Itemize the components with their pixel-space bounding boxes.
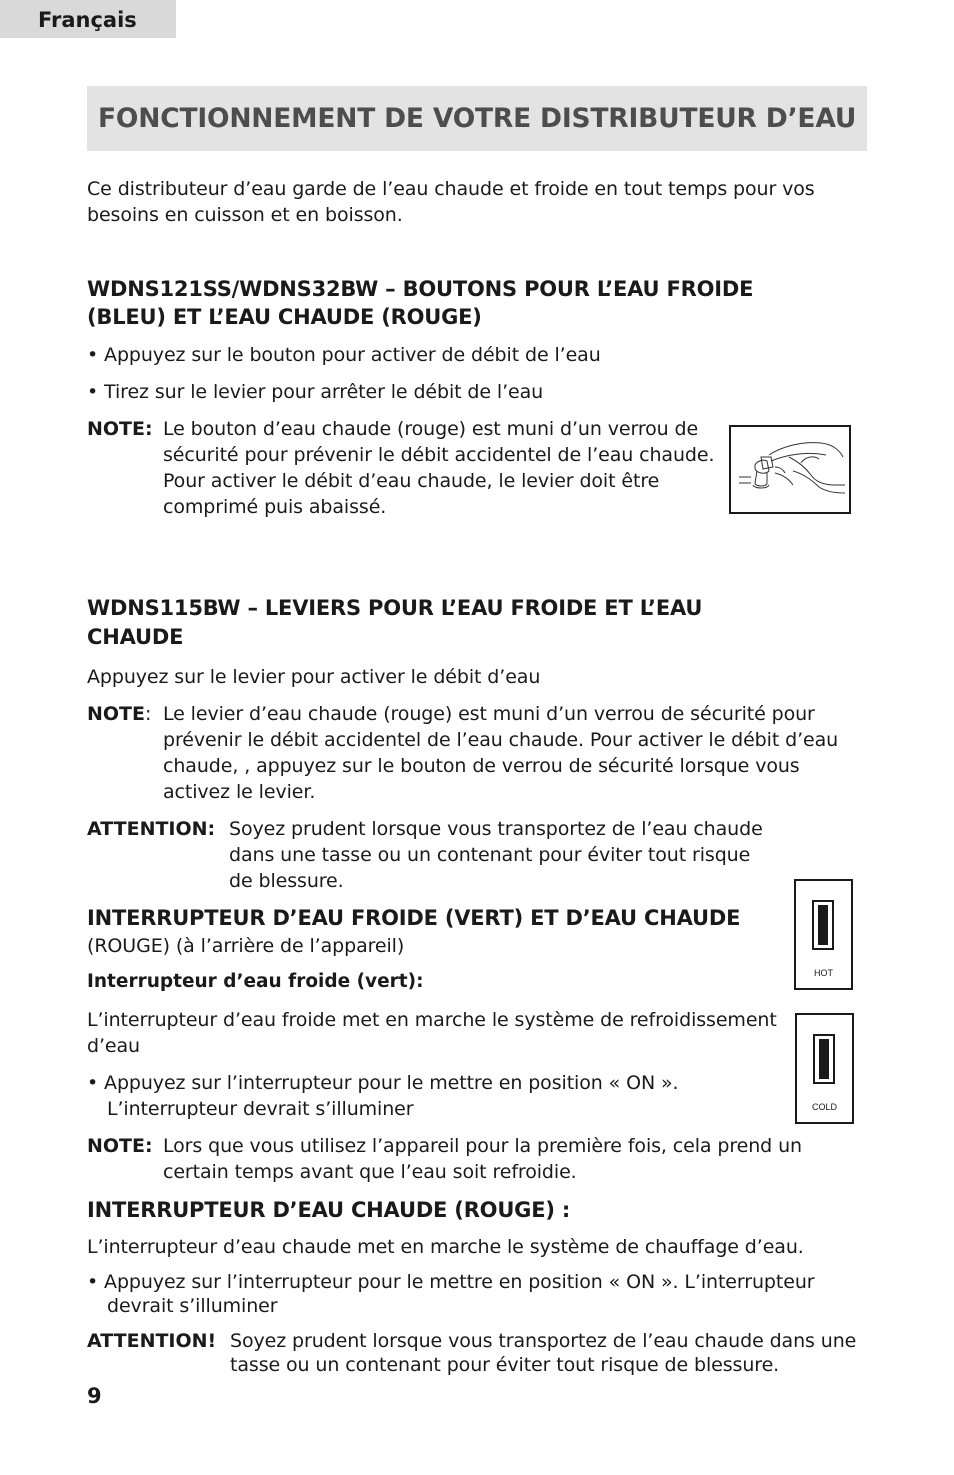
language-tab: Français	[0, 0, 176, 38]
section3-subheading: (ROUGE) (à l’arrière de l’appareil)	[87, 935, 405, 957]
cold-switch-bullet-1: • Appuyez sur l’interrupteur pour le mettre en position « ON ».	[87, 1072, 679, 1094]
cold-switch-bullet-2: L’interrupteur devrait s’illuminer	[107, 1098, 414, 1120]
section4-attention-label: ATTENTION!	[87, 1330, 217, 1352]
page-number: 9	[87, 1384, 102, 1408]
section1-heading-2: (BLEU) ET L’EAU CHAUDE (ROUGE)	[87, 305, 482, 329]
cold-switch-body-1: L’interrupteur d’eau froide met en marche le système de refroidissement	[87, 1009, 777, 1031]
section2-attention-line-2: dans une tasse ou un contenant pour éviter tout risque	[229, 844, 751, 866]
section1-bullet-1: • Appuyez sur le bouton pour activer de débit de l’eau	[87, 344, 601, 366]
section1-note-line-1: Le bouton d’eau chaude (rouge) est muni d’un verrou de	[163, 418, 699, 440]
hand-pressing-button-icon	[731, 427, 849, 512]
section1-note-label: NOTE:	[87, 418, 153, 440]
section2-attention-label: ATTENTION:	[87, 818, 216, 840]
section4-attention-line-1: Soyez prudent lorsque vous transportez de l’eau chaude dans une	[230, 1330, 857, 1352]
section2-attention-line-3: de blessure.	[229, 870, 344, 892]
section3-note-label: NOTE:	[87, 1135, 153, 1157]
section3-note-line-2: certain temps avant que l’eau soit refroidie.	[163, 1161, 577, 1183]
section2-note-label	[87, 701, 151, 727]
section1-bullet-2: • Tirez sur le levier pour arrêter le débit de l’eau	[87, 381, 544, 403]
section4-bullet-2: devrait s’illuminer	[107, 1295, 278, 1317]
section2-note-line-2: prévenir le débit accidentel de l’eau chaude. Pour activer le débit d’eau	[163, 729, 839, 751]
hot-switch-caption: HOT	[814, 968, 833, 978]
section2-note-line-4: activez le levier.	[163, 781, 316, 803]
cold-switch-body-2: d’eau	[87, 1035, 140, 1057]
section2-heading-1: WDNS115BW – LEVIERS POUR L’EAU FROIDE ET L’EAU	[87, 596, 703, 620]
section2-note-line-3: chaude, , appuyez sur le bouton de verrou de sécurité lorsque vous	[163, 755, 800, 777]
section2-note-line-1: Le levier d’eau chaude (rouge) est muni d’un verrou de sécurité pour	[163, 703, 815, 725]
section4-bullet-1: • Appuyez sur l’interrupteur pour le mettre en position « ON ». L’interrupteur	[87, 1271, 815, 1293]
section3-note-line-1: Lors que vous utilisez l’appareil pour la première fois, cela prend un	[163, 1135, 802, 1157]
hot-rocker-switch-icon	[812, 900, 834, 950]
page-title-bar	[87, 86, 867, 151]
section4-attention-line-2: tasse ou un contenant pour éviter tout risque de blessure.	[230, 1354, 780, 1376]
section1-note-line-4: comprimé puis abaissé.	[163, 496, 387, 518]
section4-body: L’interrupteur d’eau chaude met en marche le système de chauffage d’eau.	[87, 1236, 804, 1258]
section2-attention-line-1: Soyez prudent lorsque vous transportez de l’eau chaude	[229, 818, 763, 840]
section2-note-colon: :	[145, 703, 152, 725]
section3-heading: INTERRUPTEUR D’EAU FROIDE (VERT) ET D’EAU CHAUDE	[87, 906, 741, 930]
page-title: FONCTIONNEMENT DE VOTRE DISTRIBUTEUR D’EAU	[98, 103, 857, 134]
cold-switch-heading: Interrupteur d’eau froide (vert):	[87, 971, 424, 992]
section1-note-line-2: sécurité pour prévenir le débit accidentel de l’eau chaude.	[163, 444, 715, 466]
intro-line-1: Ce distributeur d’eau garde de l’eau chaude et froide en tout temps pour vos	[87, 178, 815, 200]
button-press-illustration	[729, 425, 851, 514]
hot-switch-illustration	[794, 879, 853, 990]
cold-switch-caption: COLD	[811, 1102, 837, 1112]
section2-note-label-text: NOTE	[87, 703, 145, 725]
section1-note-line-3: Pour activer le débit d’eau chaude, le levier doit être	[163, 470, 660, 492]
section4-heading: INTERRUPTEUR D’EAU CHAUDE (ROUGE) :	[87, 1198, 571, 1222]
cold-rocker-switch-icon	[813, 1034, 835, 1084]
section2-heading-2: CHAUDE	[87, 625, 184, 649]
section2-body: Appuyez sur le levier pour activer le débit d’eau	[87, 666, 541, 688]
section1-heading-1: WDNS121SS/WDNS32BW – BOUTONS POUR L’EAU FROIDE	[87, 277, 754, 301]
intro-line-2: besoins en cuisson et en boisson.	[87, 204, 403, 226]
cold-switch-illustration	[795, 1013, 854, 1124]
